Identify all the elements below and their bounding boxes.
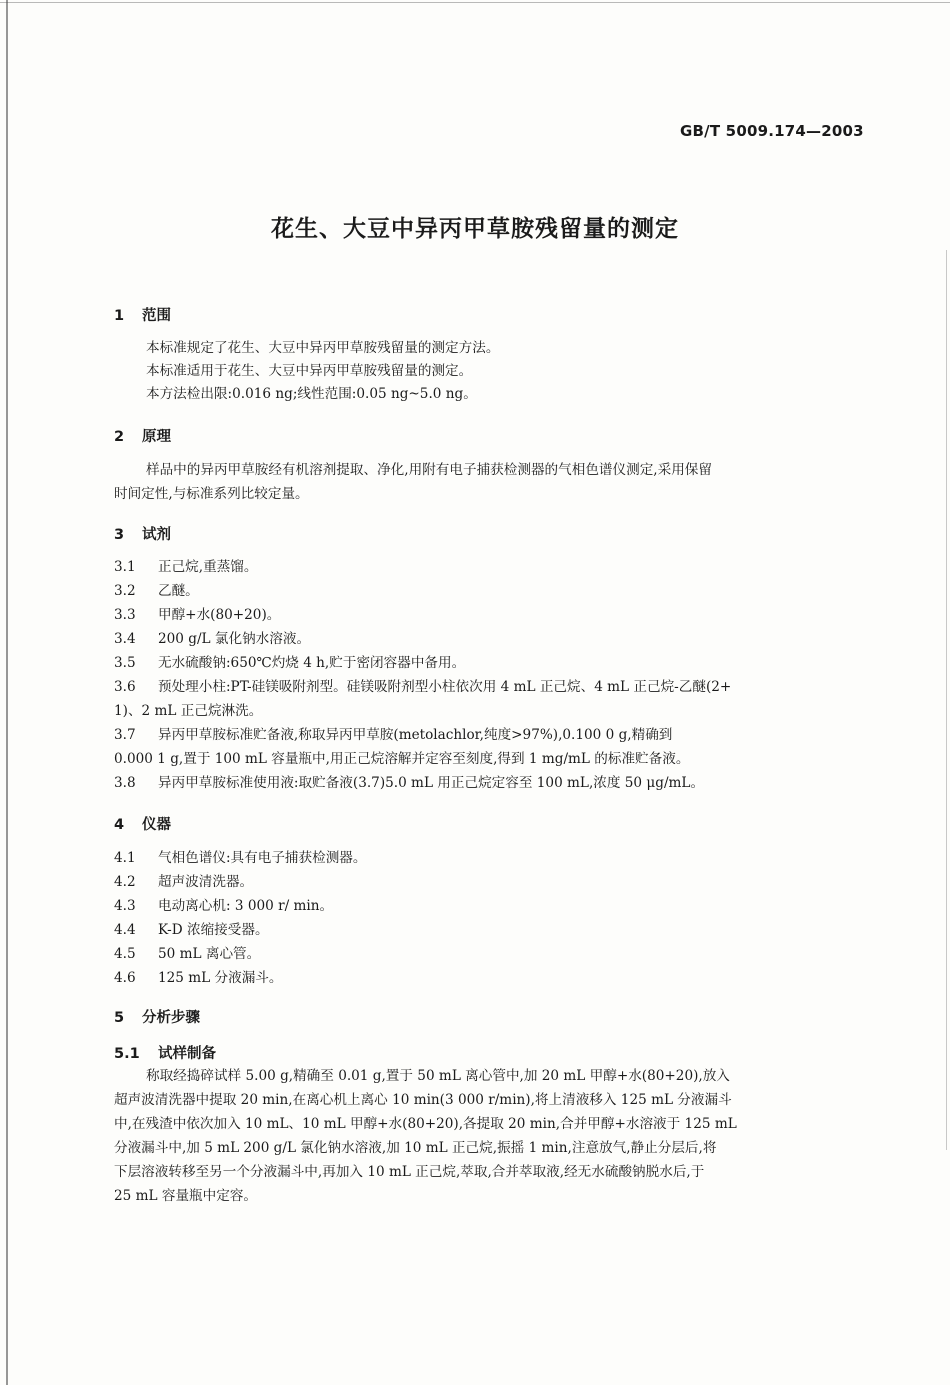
list-item: 3.1 正己烷,重蒸馏。 <box>114 559 258 575</box>
paragraph-line: 称取经捣碎试样 5.00 g,精确至 0.01 g,置于 50 mL 离心管中,加 20 mL 甲醇+水(80+20),放入 <box>146 1068 730 1084</box>
list-item: 4.5 50 mL 离心管。 <box>114 946 261 962</box>
subsection-heading-sample-prep: 5.1 试样制备 <box>114 1046 216 1062</box>
paragraph-line: 超声波清洗器中提取 20 min,在离心机上离心 10 min(3 000 r/min),将上清液移入 125 mL 分液漏斗 <box>114 1092 732 1108</box>
paragraph-line: 样品中的异丙甲草胺经有机溶剂提取、净化,用附有电子捕获检测器的气相色谱仪测定,采用保留 <box>146 462 712 478</box>
list-item: 3.7 异丙甲草胺标准贮备液,称取异丙甲草胺(metolachlor,纯度>97%),0.100 0 g,精确到 <box>114 727 673 743</box>
list-item-continuation: 0.000 1 g,置于 100 mL 容量瓶中,用正己烷溶解并定容至刻度,得到 1 mg/mL 的标准贮备液。 <box>114 751 690 767</box>
list-item: 4.6 125 mL 分液漏斗。 <box>114 970 283 986</box>
section-heading-apparatus: 4 仪器 <box>114 817 171 833</box>
paragraph-line: 中,在残渣中依次加入 10 mL、10 mL 甲醇+水(80+20),各提取 20 min,合并甲醇+水溶液于 125 mL <box>114 1116 737 1132</box>
paragraph-line: 本标准适用于花生、大豆中异丙甲草胺残留量的测定。 <box>146 363 473 379</box>
scan-edge-top <box>0 2 950 3</box>
list-item: 4.3 电动离心机: 3 000 r/ min。 <box>114 898 334 914</box>
section-heading-procedure: 5 分析步骤 <box>114 1010 200 1026</box>
paragraph-line: 时间定性,与标准系列比较定量。 <box>114 486 309 502</box>
list-item: 3.2 乙醚。 <box>114 583 199 599</box>
paragraph-line: 分液漏斗中,加 5 mL 200 g/L 氯化钠水溶液,加 10 mL 正己烷,振摇 1 min,注意放气,静止分层后,将 <box>114 1140 717 1156</box>
paragraph-line: 本标准规定了花生、大豆中异丙甲草胺残留量的测定方法。 <box>146 340 500 356</box>
list-item: 3.4 200 g/L 氯化钠水溶液。 <box>114 631 311 647</box>
list-item: 4.4 K-D 浓缩接受器。 <box>114 922 269 938</box>
list-item: 3.3 甲醇+水(80+20)。 <box>114 607 281 623</box>
scan-edge-left <box>6 0 8 1385</box>
list-item: 4.2 超声波清洗器。 <box>114 874 254 890</box>
list-item: 3.8 异丙甲草胺标准使用液:取贮备液(3.7)5.0 mL 用正己烷定容至 100 mL,浓度 50 μg/mL。 <box>114 775 705 791</box>
scan-edge-right <box>946 250 947 1150</box>
paragraph-line: 25 mL 容量瓶中定容。 <box>114 1188 258 1204</box>
list-item: 4.1 气相色谱仪:具有电子捕获检测器。 <box>114 850 367 866</box>
list-item: 3.5 无水硫酸钠:650℃灼烧 4 h,贮于密闭容器中备用。 <box>114 655 466 671</box>
list-item-continuation: 1)、2 mL 正己烷淋洗。 <box>114 703 263 719</box>
list-item: 3.6 预处理小柱:PT-硅镁吸附剂型。硅镁吸附剂型小柱依次用 4 mL 正己烷、4 mL 正己烷-乙醚(2+ <box>114 679 732 695</box>
section-heading-reagents: 3 试剂 <box>114 527 171 543</box>
standard-code: GB/T 5009.174—2003 <box>680 122 864 140</box>
section-heading-principle: 2 原理 <box>114 429 171 445</box>
section-heading-scope: 1 范围 <box>114 308 171 324</box>
paragraph-line: 本方法检出限:0.016 ng;线性范围:0.05 ng~5.0 ng。 <box>146 386 477 402</box>
paragraph-line: 下层溶液转移至另一个分液漏斗中,再加入 10 mL 正己烷,萃取,合并萃取液,经无水硫酸钠脱水后,于 <box>114 1164 705 1180</box>
document-title: 花生、大豆中异丙甲草胺残留量的测定 <box>271 216 679 242</box>
